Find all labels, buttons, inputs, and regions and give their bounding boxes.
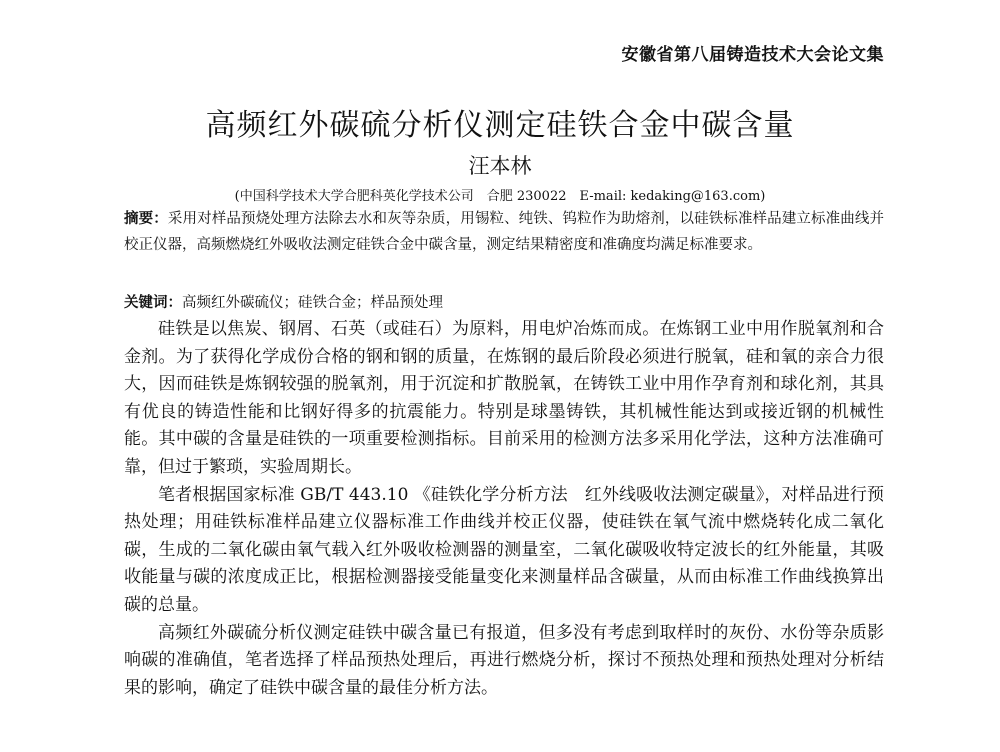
author-affiliation: (中国科学技术大学合肥科英化学技术公司 合肥 230022 E-mail: kedaking@163.com): [234, 189, 766, 204]
author-name: 汪本林: [468, 154, 532, 178]
body-text: [124, 316, 884, 702]
paper-title: 高频红外碳硫分析仪测定硅铁合金中碳含量: [205, 108, 795, 143]
body-paragraph-2: 笔者根据国家标准 GB/T 443.10 《硅铁化学分析方法 红外线吸收法测定碳量》，对样品进行预热处理；用硅铁标准样品建立仪器标准工作曲线并校正仪器，使硅铁在氧气流中燃烧转化成二氧化碳，生成的二氧化碳由氧气载入红外吸收检测器的测量室，二氧化碳吸收特定波长的红外能量，其吸收能量与碳的浓度成正比，根据检测器接受能量变化来测量样品含碳量，从而由标准工作曲线换算出碳的总量。: [124, 484, 884, 615]
keywords-text: 高频红外碳硫仪；硅铁合金；样品预处理: [182, 295, 443, 311]
abstract: [124, 206, 884, 258]
abstract-label: 摘要：: [124, 210, 168, 227]
abstract-text: 采用对样品预烧处理方法除去水和灰等杂质，用锡粒、纯铁、钨粒作为助熔剂，以硅铁标准样品建立标准曲线并校正仪器，高频燃烧红外吸收法测定硅铁合金中碳含量，测定结果精密度和准确度均满足标准要求。: [124, 211, 885, 253]
body-paragraph-3: 高频红外碳硫分析仪测定硅铁中碳含量已有报道，但多没有考虑到取样时的灰份、水份等杂质影响碳的准确值，笔者选择了样品预热处理后，再进行燃烧分析，探讨不预热处理和预热处理对分析结果的影响，确定了硅铁中碳含量的最佳分析方法。: [124, 622, 884, 698]
running-head: 安徽省第八届铸造技术大会论文集: [621, 45, 884, 65]
keywords-label: 关键词：: [124, 294, 182, 311]
keywords: [124, 290, 884, 316]
body-paragraph-1: 硅铁是以焦炭、钢屑、石英（或硅石）为原料，用电炉冶炼而成。在炼钢工业中用作脱氧剂和合金剂。为了获得化学成份合格的钢和钢的质量，在炼钢的最后阶段必须进行脱氧，硅和氧的亲合力很大，因而硅铁是炼钢较强的脱氧剂，用于沉淀和扩散脱氧，在铸铁工业中用作孕育剂和球化剂，其具有优良的铸造性能和比钢好得多的抗震能力。特别是球墨铸铁，其机械性能达到或接近钢的机械性能。其中碳的含量是硅铁的一项重要检测指标。目前采用的检测方法多采用化学法，这种方法准确可靠，但过于繁琐，实验周期长。: [124, 319, 884, 477]
